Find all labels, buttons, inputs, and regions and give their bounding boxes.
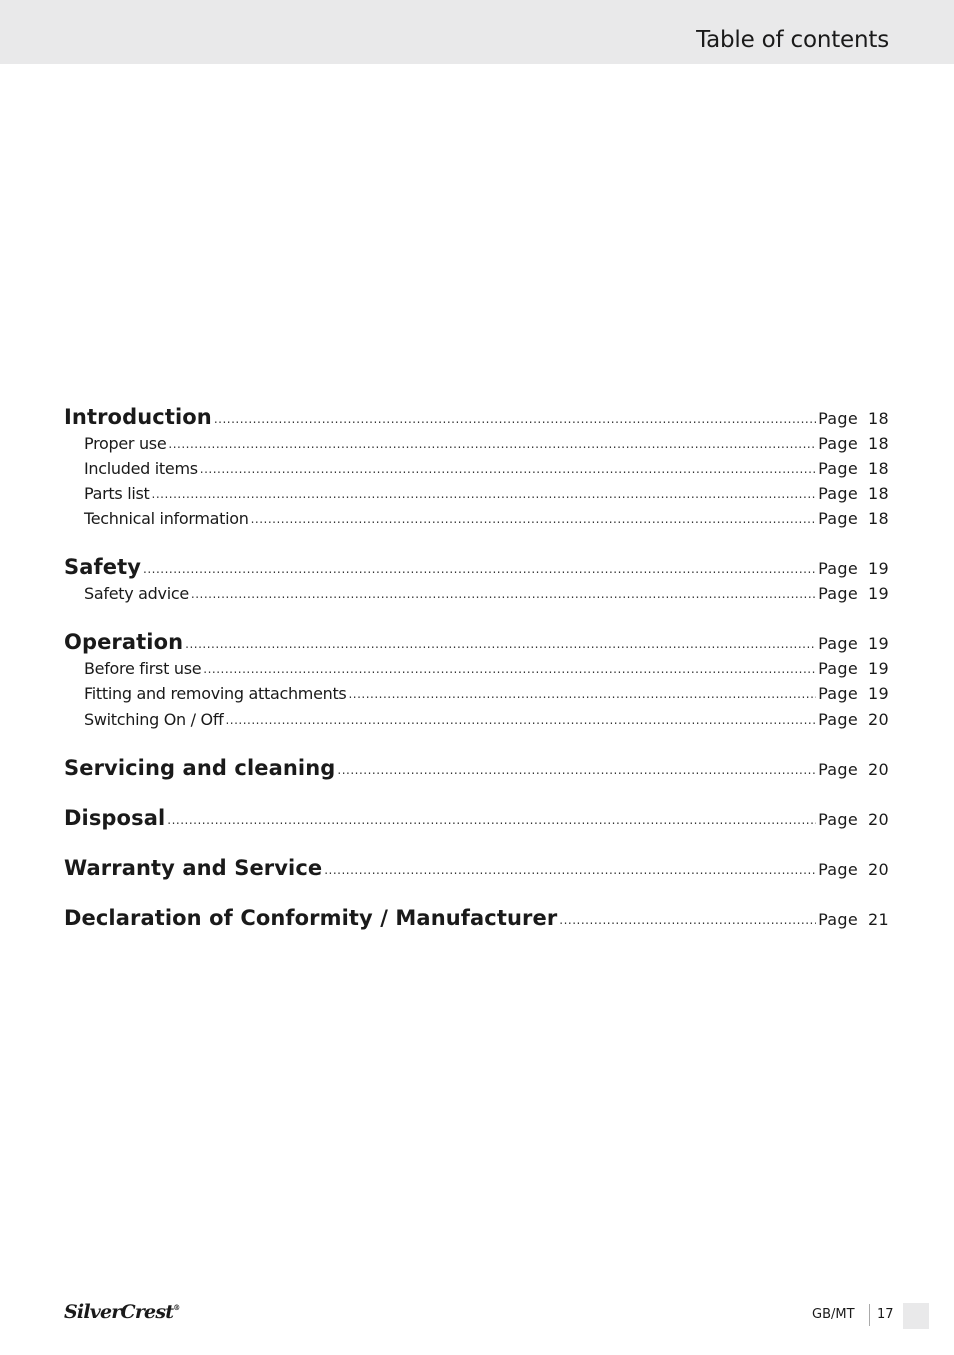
toc-page-ref: [818, 484, 889, 503]
toc-page-ref: [818, 659, 889, 678]
language-code: GB/MT: [812, 1307, 855, 1322]
page-number: 19: [868, 684, 889, 703]
toc-entry-introduction[interactable]: [64, 405, 889, 429]
toc-entry-switching-on-off[interactable]: [84, 710, 889, 729]
toc-entry-technical-information[interactable]: [84, 509, 889, 528]
page-label: Page: [818, 684, 858, 703]
toc-page-ref: [818, 409, 889, 428]
toc-entry-fitting-removing-attachments[interactable]: [84, 684, 889, 703]
page-title: Table of contents: [696, 27, 889, 53]
toc-entry-title: Parts list: [84, 484, 150, 503]
registered-mark: ®: [173, 1303, 180, 1312]
dot-leader: [167, 814, 816, 826]
page-label: Page: [818, 634, 858, 653]
toc-entry-title: Safety advice: [84, 584, 189, 603]
toc-entry-title: Operation: [64, 630, 184, 654]
dot-leader: [348, 688, 816, 700]
toc-entry-title: Introduction: [64, 405, 212, 429]
brand-logo: [64, 1301, 179, 1323]
page-number: 19: [868, 584, 889, 603]
dot-leader: [337, 764, 816, 776]
toc-entry-declaration-conformity[interactable]: [64, 906, 889, 930]
toc-entry-title: Included items: [84, 459, 198, 478]
toc-entry-proper-use[interactable]: [84, 434, 889, 453]
dot-leader: [200, 463, 816, 475]
toc-entry-servicing-cleaning[interactable]: [64, 756, 889, 780]
toc-entry-operation[interactable]: [64, 630, 889, 654]
toc-page-ref: [818, 684, 889, 703]
page-label: Page: [818, 810, 858, 829]
page-label: Page: [818, 659, 858, 678]
page-label: Page: [818, 910, 858, 929]
toc-page-ref: [818, 710, 889, 729]
toc-entry-title: Servicing and cleaning: [64, 756, 336, 780]
page-label: Page: [818, 559, 858, 578]
toc-page-ref: [818, 860, 889, 879]
page-tab-marker: [903, 1303, 929, 1329]
toc-page-ref: [818, 559, 889, 578]
dot-leader: [251, 513, 816, 525]
page-label: Page: [818, 409, 858, 428]
page-number: 19: [868, 659, 889, 678]
page-label: Page: [818, 710, 858, 729]
dot-leader: [152, 488, 817, 500]
toc-entry-title: Disposal: [64, 806, 166, 830]
toc-page-ref: [818, 434, 889, 453]
toc-page-ref: [818, 584, 889, 603]
page-number: 20: [868, 710, 889, 729]
toc-entry-safety[interactable]: [64, 555, 889, 579]
dot-leader: [143, 563, 816, 575]
toc-page-ref: [818, 910, 889, 929]
toc-entry-title: Switching On / Off: [84, 710, 224, 729]
page-label: Page: [818, 860, 858, 879]
toc-entry-title: Technical information: [84, 509, 249, 528]
dot-leader: [185, 638, 816, 650]
toc-entry-title: Proper use: [84, 434, 167, 453]
page-number: 18: [868, 459, 889, 478]
toc-page-ref: [818, 760, 889, 779]
dot-leader: [214, 413, 816, 425]
dot-leader: [203, 663, 816, 675]
toc-page-ref: [818, 634, 889, 653]
page-label: Page: [818, 459, 858, 478]
page-number: 20: [868, 760, 889, 779]
dot-leader: [559, 914, 816, 926]
toc-entry-title: Fitting and removing attachments: [84, 684, 347, 703]
page-number: 19: [868, 559, 889, 578]
toc-page-ref: [818, 509, 889, 528]
toc-entry-before-first-use[interactable]: [84, 659, 889, 678]
page-number: 18: [868, 509, 889, 528]
dot-leader: [324, 864, 816, 876]
toc-entry-warranty-service[interactable]: [64, 856, 889, 880]
toc-entry-title: Before first use: [84, 659, 202, 678]
brand-name: SilverCrest: [64, 1301, 174, 1323]
page-number: 19: [868, 634, 889, 653]
page-number: 18: [868, 409, 889, 428]
table-of-contents: [64, 0, 889, 1000]
page-label: Page: [818, 760, 858, 779]
toc-entry-safety-advice[interactable]: [84, 584, 889, 603]
page-number: 18: [868, 434, 889, 453]
page-label: Page: [818, 484, 858, 503]
toc-entry-included-items[interactable]: [84, 459, 889, 478]
page-label: Page: [818, 509, 858, 528]
dot-leader: [191, 588, 816, 600]
toc-page-ref: [818, 810, 889, 829]
page-number-footer: 17: [877, 1307, 894, 1322]
toc-entry-parts-list[interactable]: [84, 484, 889, 503]
page-label: Page: [818, 584, 858, 603]
dot-leader: [168, 438, 816, 450]
toc-page-ref: [818, 459, 889, 478]
toc-entry-title: Warranty and Service: [64, 856, 323, 880]
toc-entry-disposal[interactable]: [64, 806, 889, 830]
page-number: 18: [868, 484, 889, 503]
page-number: 20: [868, 810, 889, 829]
page-label: Page: [818, 434, 858, 453]
page-number: 20: [868, 860, 889, 879]
toc-entry-title: Safety: [64, 555, 142, 579]
toc-entry-title: Declaration of Conformity / Manufacturer: [64, 906, 558, 930]
footer-divider: [869, 1304, 870, 1326]
dot-leader: [225, 714, 816, 726]
page-number: 21: [868, 910, 889, 929]
